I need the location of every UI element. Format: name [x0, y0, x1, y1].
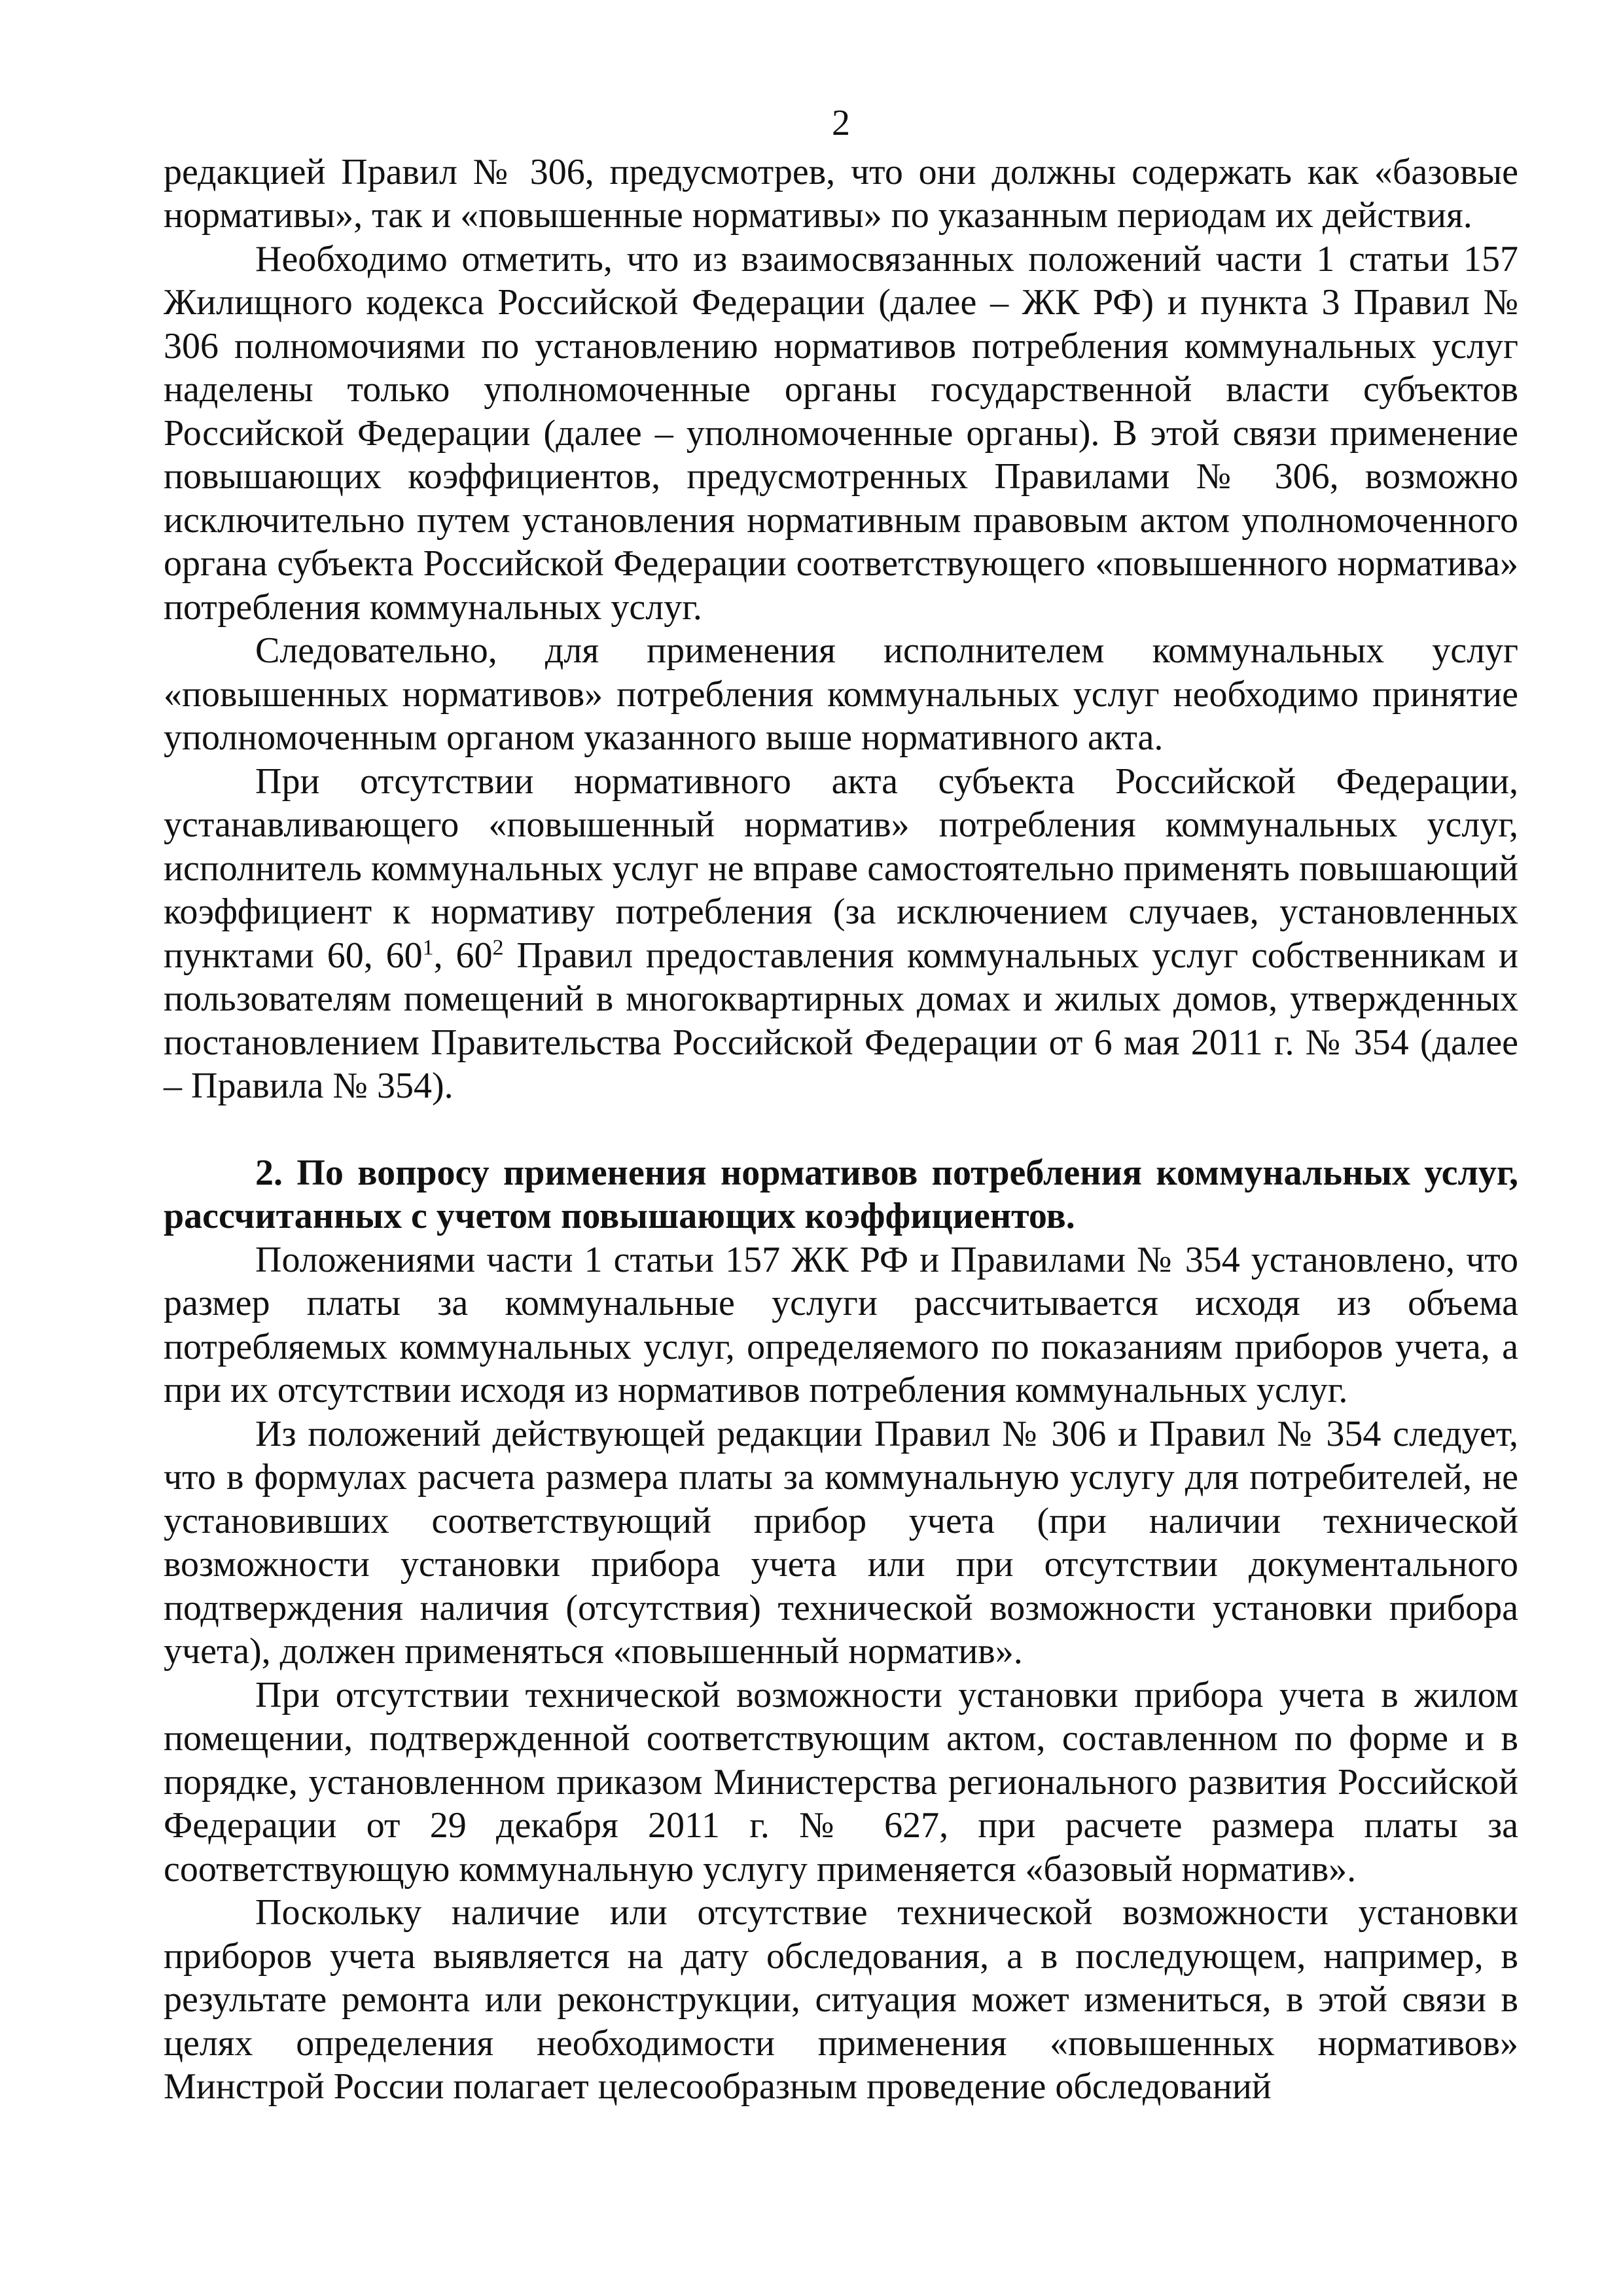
superscript: 2: [492, 935, 504, 960]
paragraph-continuation: редакцией Правил № 306, предусмотрев, что они должны содержать как «базовые нормативы», так и «повышенные нормативы» по указанным периодам их действия.: [164, 151, 1518, 236]
paragraph-formulas: Из положений действующей редакции Правил № 306 и Правил № 354 следует, что в формулах расчета размера платы за коммунальную услугу для потребителей, не установивших соответствующий прибор учета (при наличии технической возможности установки прибора учета или при отсутствии документального подтверждения наличия (отсутствия) технической возможности установки прибора учета), должен применяться «повышенный норматив».: [164, 1413, 1518, 1672]
paragraph-no-act: [164, 760, 1518, 1108]
text-run: При отсутствии нормативного акта субъекта Российской Федерации, устанавливающего «повышенный норматив» потребления коммунальных услуг, исполнитель коммунальных услуг не вправе самостоятельно применять повышающий коэффициент к нормативу потребления (за исключением случаев, установленных пунктами 60, 60: [164, 761, 1518, 976]
spacer: [164, 1108, 1518, 1151]
page-number: 2: [832, 103, 850, 143]
paragraph-provisions: Положениями части 1 статьи 157 ЖК РФ и Правилами № 354 установлено, что размер платы за коммунальные услуги рассчитывается исходя из объема потребляемых коммунальных услуг, определяемого по показаниям приборов учета, а при их отсутствии исходя из нормативов потребления коммунальных услуг.: [164, 1239, 1518, 1410]
paragraph-inspection: Поскольку наличие или отсутствие технической возможности установки приборов учета выявляется на дату обследования, а в последующем, например, в результате ремонта или реконструкции, ситуация может измениться, в этой связи в целях определения необходимости применения «повышенных нормативов» Минстрой России полагает целесообразным проведение обследований: [164, 1892, 1518, 2107]
paragraph-consequently: Следовательно, для применения исполнителем коммунальных услуг «повышенных нормативов» потребления коммунальных услуг необходимо принятие уполномоченным органом указанного выше нормативного акта.: [164, 630, 1518, 758]
text-run: Правил предоставления коммунальных услуг собственникам и пользователям помещений в многоквартирных домах и жилых домов, утвержденных постановлением Правительства Российской Федерации от 6 мая 2011 г. № 354 (далее – Правила № 354).: [164, 935, 1519, 1106]
document-page: [164, 101, 1518, 2109]
paragraph-no-technical-possibility: При отсутствии технической возможности установки прибора учета в жилом помещении, подтвержденной соответствующим актом, составленном по форме и в порядке, установленном приказом Министерства регионального развития Российской Федерации от 29 декабря 2011 г. № 627, при расчете размера платы за соответствующую коммунальную услугу применяется «базовый норматив».: [164, 1674, 1518, 1890]
section-heading: 2. По вопросу применения нормативов потребления коммунальных услуг, рассчитанных с учетом повышающих коэффициентов.: [164, 1152, 1518, 1236]
paragraph-authority: Необходимо отметить, что из взаимосвязанных положений части 1 статьи 157 Жилищного кодекса Российской Федерации (далее – ЖК РФ) и пункта 3 Правил № 306 полномочиями по установлению нормативов потребления коммунальных услуг наделены только уполномоченные органы государственной власти субъектов Российской Федерации (далее – уполномоченные органы). В этой связи применение повышающих коэффициентов, предусмотренных Правилами № 306, возможно исключительно путем установления нормативным правовым актом уполномоченного органа субъекта Российской Федерации соответствующего «повышенного норматива» потребления коммунальных услуг.: [164, 238, 1518, 628]
text-run: , 60: [433, 935, 493, 976]
superscript: 1: [422, 935, 434, 960]
